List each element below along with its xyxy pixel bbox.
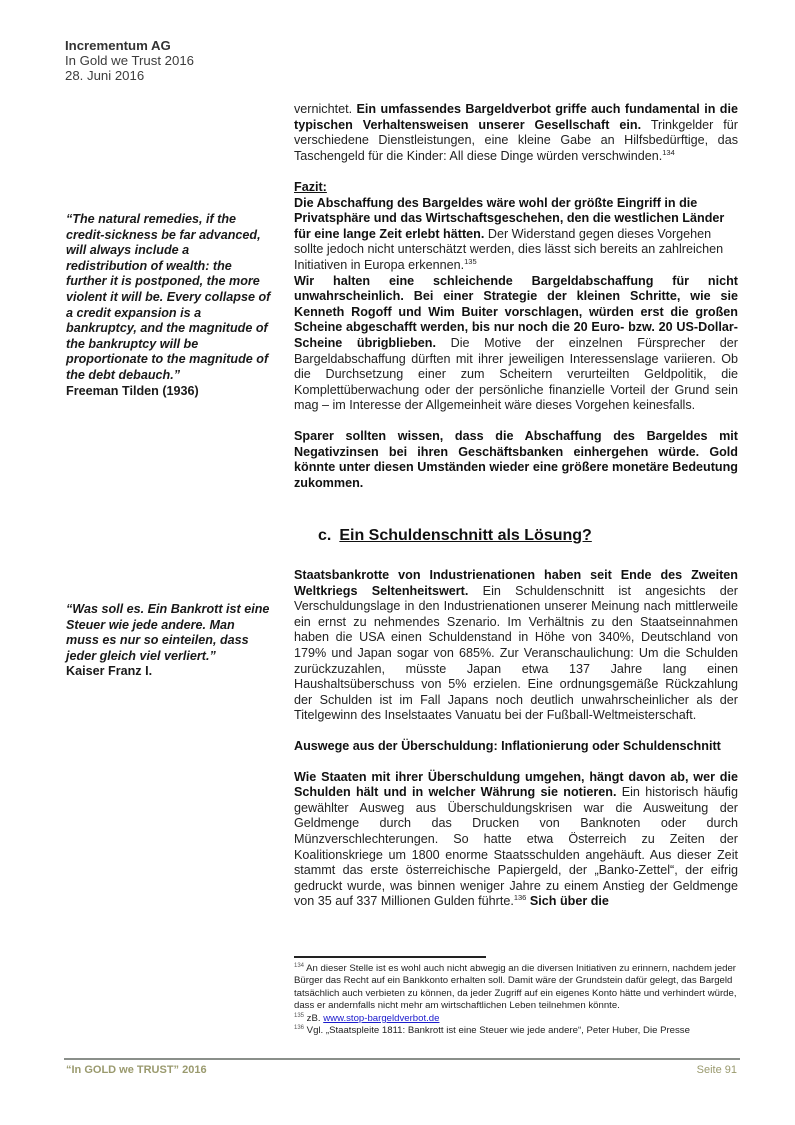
footnote-ref[interactable]: 136: [513, 893, 527, 903]
bold-text: Die Abschaffung des Bargeldes wäre wohl der größte Eingriff in die Privatsphäre und das Wirtschaftsgeschehen, den die westlichen Länder für eine lange Zeit erlebt hätten.: [294, 195, 725, 241]
bold-text: Wir halten eine schleichende Bargeldabschaffung für nicht unwahrscheinlich. Bei einer Strategie der kleinen Schritte, wie sie Kenneth Rogoff und Wim Buiter vorschlagen, würden erst die großen Scheine abgeschafft werden, bis nur noch die 20 Euro- bzw. 20 US-Dollar-Scheine übrigblieben.: [294, 273, 738, 350]
footnote-number: 134: [294, 962, 305, 969]
footnote-text: An dieser Stelle ist es wohl auch nicht abwegig an die diversen Initiativen zu erinnern, nachdem jeder Bürger das Recht auf ein Bankkonto erhalten soll. Damit wäre der Grundstein dafür gelegt, das Bargeld tatsächlich auch verbieten zu können, da jeder Zugriff auf ein eigenes Konto hätte und verhindert würde, dass er andernfalls nicht mehr am wirtschaftlichen Leben teilnehmen könnte.: [294, 963, 737, 1012]
sidebar-quote-tilden: [66, 212, 271, 399]
quote-text: “The natural remedies, if the credit-sickness be far advanced, will always include a redistribution of wealth: the further it is postponed, the more violent it will be. Every collapse of a credit expansion is a bankruptcy, and the magnitude of the bankruptcy will be proportionate to the magnitude of the debt debauch.”: [66, 212, 271, 382]
text: vernichtet.: [294, 102, 357, 116]
text: Trinkgelder für verschiedene Dienstleistungen, eine kleine Gabe an Hilfsbedürftige, das Taschengeld für die Kinder: All diese Dinge würden verschwinden.: [294, 117, 738, 163]
footnote-link[interactable]: www.stop-bargeldverbot.de: [323, 1012, 440, 1024]
quote-author: Kaiser Franz I.: [66, 664, 153, 679]
footer-divider: [64, 1058, 740, 1060]
bold-text: Sparer sollten wissen, dass die Abschaffung des Bargeldes mit Negativzinsen bei ihren Geschäftsbanken einhergehen würde. Gold könnte unter diesen Umständen wieder eine größere monetäre Bedeutung zukommen.: [294, 428, 738, 490]
report-title: In Gold we Trust 2016: [65, 53, 195, 68]
bold-text: Staatsbankrotte von Industrienationen haben seit Ende des Zweiten Weltkriegs Seltenheitswert.: [294, 568, 738, 598]
footnote-136: [294, 1025, 744, 1037]
footnote-ref[interactable]: 134: [662, 147, 675, 157]
company-name: Incrementum AG: [65, 38, 171, 53]
fazit-block: [294, 180, 738, 491]
subheading: Auswege aus der Überschuldung: Inflationierung oder Schuldenschnitt: [294, 738, 721, 753]
section-letter: c.: [318, 527, 332, 544]
footer-title: “In GOLD we TRUST” 2016: [66, 1064, 207, 1076]
footnote-number: 136: [294, 1024, 305, 1031]
footnotes: [294, 963, 744, 1037]
footnote-text: Vgl. „Staatspleite 1811: Bankrott ist eine Steuer wie jede andere“, Peter Huber, Die Presse: [304, 1025, 690, 1037]
footnote-135: [294, 1013, 744, 1025]
footnote-ref[interactable]: 135: [464, 256, 477, 266]
footnote-divider: [294, 956, 486, 958]
text: Ein Schuldenschnitt ist angesichts der Verschuldungslage in den Industrienationen unserer Meinung nach mittlerweile ein ernst zu nehmendes Szenario. Im Verhältnis zu den Staatseinnahmen haben die USA einen Schuldenstand in Höhe von 340%, Deutschland von 179% und Japan sogar von 685%. Zur Veranschaulichung: Um die Schulden zurückzuzahlen, müsste Japan etwa 137 Jahre lang einen Haushaltsüberschuss von 5% erzielen. Eine ordnungsgemäße Rückzahlung der Schulden ist im Fall Japans noch deutlich unwahrscheinlicher als der Titelgewinn des Inselstaates Vanuatu bei der Fußball-Weltmeisterschaft.: [294, 583, 738, 723]
bold-text: Wie Staaten mit ihrer Überschuldung umgehen, hängt davon ab, wer die Schulden hält und in welcher Währung sie notieren.: [294, 769, 738, 800]
section-title: Ein Schuldenschnitt als Lösung?: [339, 527, 592, 544]
text: Ein historisch häufig gewählter Ausweg aus Überschuldungskrisen war die Ausweitung der Geldmenge durch das Drucken von Banknoten oder durch Münzverschlechterungen. So hatte etwa Österreich zu Zeiten der Koalitionskriege um 1800 enorme Staatsschulden angehäuft. Aus dieser Zeit stammt das erste österreichische Papiergeld, der „Banko-Zettel“, der eifrig gedruckt wurde, was binnen weniger Jahre zu einem Anstieg der Geldmenge von 35 auf 337 Millionen Gulden führte.: [294, 785, 738, 909]
quote-author: Freeman Tilden (1936): [66, 383, 199, 398]
quote-text: “Was soll es. Ein Bankrott ist eine Steuer wie jede andere. Man muss es nur so einteilen, dass jeder gleich viel verliert.”: [66, 602, 270, 663]
footnote-number: 135: [294, 1012, 305, 1019]
page-header: [65, 38, 194, 83]
sidebar-quote-franz: [66, 602, 271, 680]
bold-text: Sich über die: [526, 894, 609, 909]
page-number: Seite 91: [696, 1064, 737, 1076]
text: Die Motive der einzelnen Fürsprecher der Bargeldabschaffung dürften mit ihrer jeweiligen Interessenslage variieren. Ob die Durchsetzung einer zum Scheitern verurteilten Geldpolitik, die Komplettüberwachung oder der persönliche finanzielle Vorteil der Grund sein mag – im Interesse der Allgemeinheit wäre dieses Vorgehen keinesfalls.: [294, 335, 738, 413]
footnote-134: [294, 963, 744, 1013]
paragraph-bargeldverbot: [294, 102, 738, 164]
footnote-text: zB.: [304, 1012, 324, 1024]
paragraph-staatsbankrotte: [294, 568, 738, 910]
report-date: 28. Juni 2016: [65, 68, 145, 83]
section-heading: [318, 527, 592, 545]
fazit-label: Fazit:: [294, 180, 327, 194]
text: Der Widerstand gegen dieses Vorgehen sollte jedoch nicht unterschätzt werden, dies lässt sich bereits an zahlreichen Initiativen in Europa erkennen.: [294, 226, 724, 272]
bold-text: Ein umfassendes Bargeldverbot griffe auch fundamental in die typischen Verhaltensweisen unserer Gesellschaft ein.: [294, 102, 738, 132]
